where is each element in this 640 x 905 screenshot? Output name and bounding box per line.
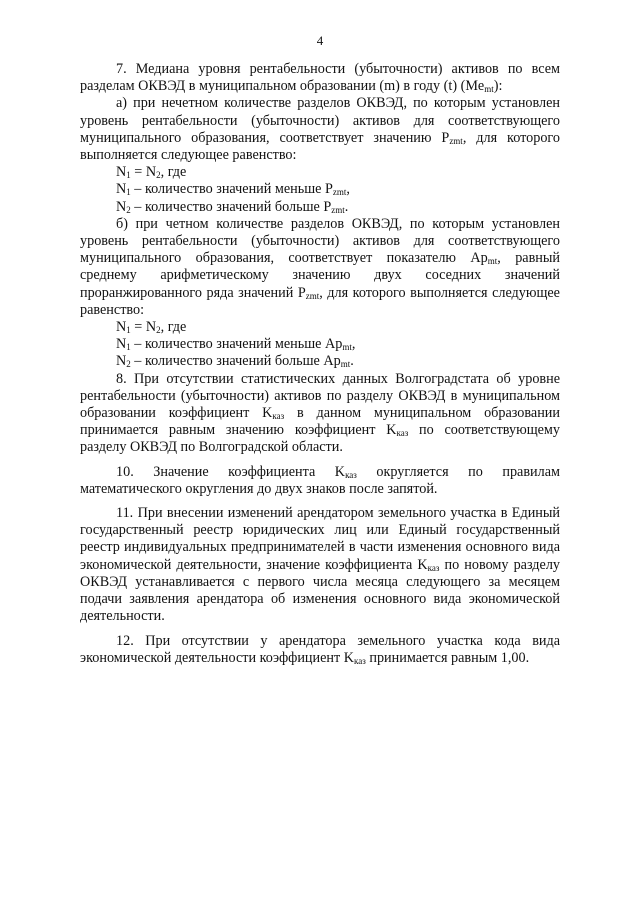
- paragraph: 12. При отсутствии у арендатора земельного участка кода вида экономической деятельности коэффициент $K_{каз}$ принимается равным 1,00.: [80, 632, 560, 666]
- paragraph: $N_2$ – количество значений больше $P_{zmt}$.: [116, 198, 349, 215]
- paragraph: $N_1 = N_2$, где: [116, 164, 187, 181]
- paragraph: $N_1 = N_2$, где: [116, 319, 187, 336]
- paragraph: $N_1$ – количество значений меньше $P_{zmt}$,: [116, 181, 350, 198]
- paragraph: $N_2$ – количество значений больше $Ap_{mt}$.: [116, 353, 354, 370]
- paragraph: 10. Значение коэффициента $K_{каз}$ округляется по правилам математического округления до двух знаков после запятой.: [80, 463, 560, 497]
- paragraph: а) при нечетном количестве разделов ОКВЭД, по которым установлен уровень рентабельности (убыточности) активов для соответствующего муниципального образования, соответствует значению $P_{zmt}$, для которого выполняется следующее равенство:: [80, 95, 560, 164]
- paragraph: 8. При отсутствии статистических данных Волгоградстата об уровне рентабельности (убыточности) активов по разделу ОКВЭД в муниципальном образовании коэффициент $K_{каз}$ в данном муниципальном образовании принимается равным значению коэффициент $K_{каз}$ по соответствующему разделу ОКВЭД по Волгоградской области.: [80, 370, 560, 456]
- paragraph: б) при четном количестве разделов ОКВЭД, по которым установлен уровень рентабельности (убыточности) активов для соответствующего муниципального образования, соответствует показателю $Ap_{mt}$, равный среднему арифметическому значению двух соседних значений проранжированного ряда значений $P_{zmt}$, для которого выполняется следующее равенство:: [80, 215, 560, 318]
- paragraph: $N_1$ – количество значений меньше $Ap_{mt}$,: [116, 336, 356, 353]
- paragraph: 11. При внесении изменений арендатором земельного участка в Единый государственный реестр юридических лиц или Единый государственный реестр индивидуальных предпринимателей в части изменения основного вида экономической деятельности, значение коэффициента $K_{каз}$ по новому разделу ОКВЭД устанавливается с первого числа месяца следующего за месяцем подачи заявления арендатора об изменения основного вида экономической деятельности.: [80, 505, 560, 625]
- paragraph: 7. Медиана уровня рентабельности (убыточности) активов по всем разделам ОКВЭД в муниципальном образовании (m) в году (t) $(Me_{mt})$:: [80, 61, 560, 95]
- page-number: 4: [316, 33, 324, 48]
- document-body: [80, 61, 560, 667]
